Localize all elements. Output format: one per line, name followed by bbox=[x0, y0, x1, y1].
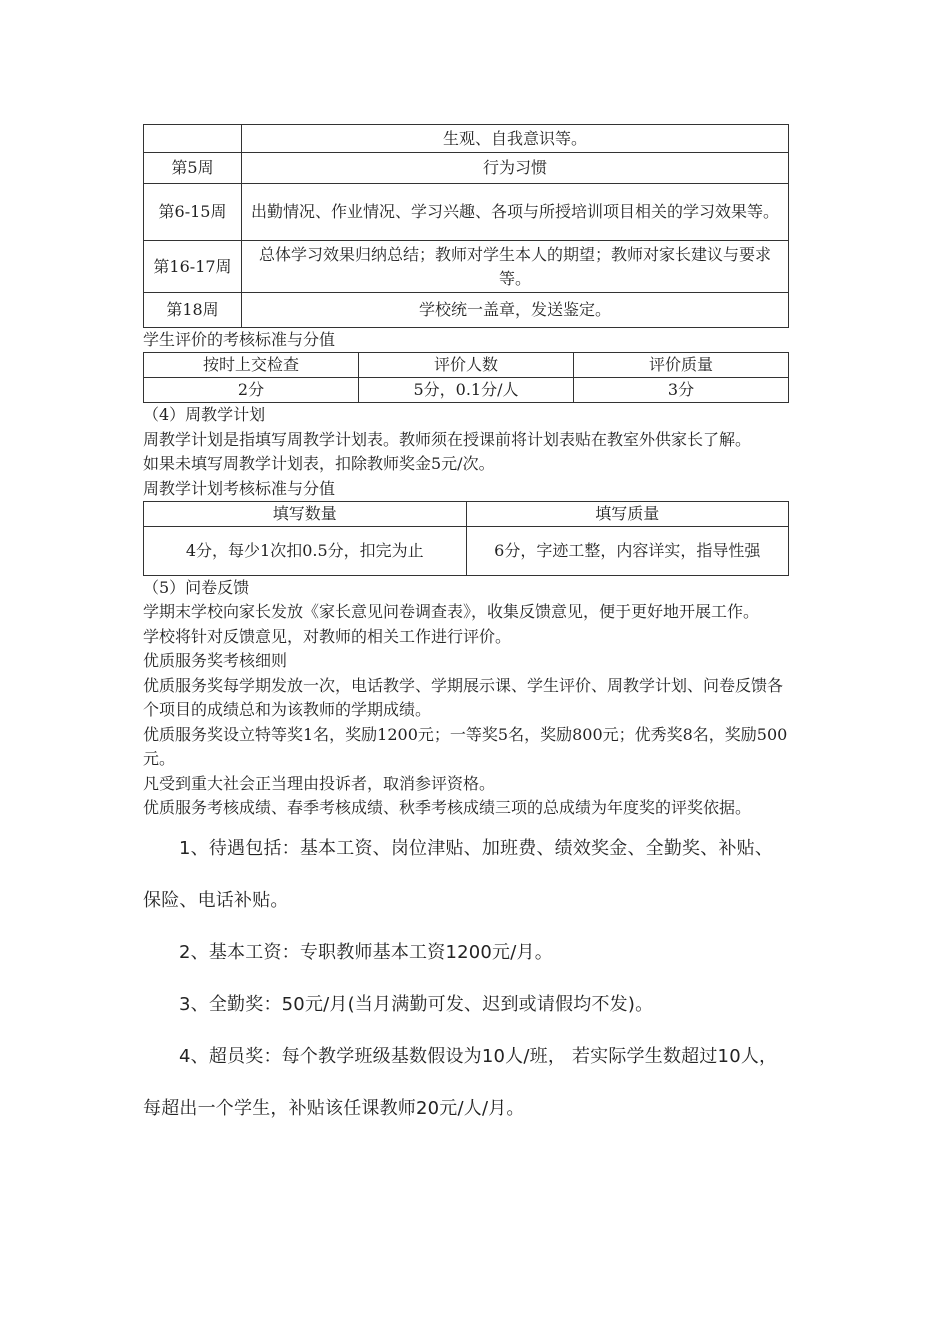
value-cell: 6分，字迹工整，内容详实，指导性强 bbox=[466, 526, 789, 575]
award-para3: 凡受到重大社会正当理由投诉者，取消参评资格。 bbox=[143, 773, 496, 793]
benefit-item-1: 1、待遇包括：基本工资、岗位津贴、加班费、绩效奖金、全勤奖、补贴、保险、电话补贴。 bbox=[143, 837, 774, 911]
table-row bbox=[144, 153, 789, 184]
table-row bbox=[144, 378, 789, 403]
section4-heading: （4）周教学计划 bbox=[143, 405, 266, 424]
section5-para1: 学期末学校向家长发放《家长意见问卷调查表》，收集反馈意见，便于更好地开展工作。 bbox=[143, 602, 760, 621]
table-row bbox=[144, 184, 789, 241]
schedule-table bbox=[143, 124, 789, 328]
table-header-row bbox=[144, 353, 789, 378]
value-cell: 3分 bbox=[574, 378, 789, 403]
value-cell: 2分 bbox=[144, 378, 359, 403]
student-eval-caption: 学生评价的考核标准与分值 bbox=[143, 330, 336, 349]
header-cell: 评价人数 bbox=[359, 353, 574, 378]
content-cell: 出勤情况、作业情况、学习兴趣、各项与所授培训项目相关的学习效果等。 bbox=[242, 184, 789, 241]
content-cell: 总体学习效果归纳总结；教师对学生本人的期望；教师对家长建议与要求等。 bbox=[242, 241, 789, 293]
table-header-row bbox=[144, 501, 789, 526]
week-cell: 第16-17周 bbox=[144, 241, 242, 293]
table-row bbox=[144, 526, 789, 575]
section5-heading: （5）问卷反馈 bbox=[143, 577, 250, 597]
value-cell: 4分，每少1次扣0.5分，扣完为止 bbox=[144, 526, 467, 575]
header-cell: 填写数量 bbox=[144, 501, 467, 526]
award-para4: 优质服务考核成绩、春季考核成绩、秋季考核成绩三项的总成绩为年度奖的评奖依据。 bbox=[143, 798, 752, 817]
week-cell: 第5周 bbox=[144, 153, 242, 184]
content-cell: 生观、自我意识等。 bbox=[242, 125, 789, 153]
week-cell: 第18周 bbox=[144, 293, 242, 328]
student-eval-table bbox=[143, 352, 789, 403]
table-row bbox=[144, 241, 789, 293]
benefit-item-3: 3、全勤奖：50元/月(当月满勤可发、迟到或请假均不发)。 bbox=[179, 993, 654, 1015]
award-heading: 优质服务奖考核细则 bbox=[143, 651, 288, 670]
document-page bbox=[143, 124, 789, 1135]
table-row bbox=[144, 293, 789, 328]
benefit-item-4: 4、超员奖：每个教学班级基数假设为10人/班， 若实际学生数超过10人，每超出一个学生，补贴该任课教师20元/人/月。 bbox=[143, 1045, 778, 1119]
week-cell bbox=[144, 125, 242, 153]
plan-table bbox=[143, 501, 789, 576]
benefit-item-2: 2、基本工资：专职教师基本工资1200元/月。 bbox=[179, 941, 553, 963]
section4-para1: 周教学计划是指填写周教学计划表。教师须在授课前将计划表贴在教室外供家长了解。 bbox=[143, 429, 752, 449]
award-para1: 优质服务奖每学期发放一次，电话教学、学期展示课、学生评价、周教学计划、问卷反馈各个项目的成绩总和为该教师的学期成绩。 bbox=[143, 675, 784, 719]
value-cell: 5分，0.1分/人 bbox=[359, 378, 574, 403]
header-cell: 评价质量 bbox=[574, 353, 789, 378]
table-row bbox=[144, 125, 789, 153]
content-cell: 行为习惯 bbox=[242, 153, 789, 184]
section5-para2: 学校将针对反馈意见，对教师的相关工作进行评价。 bbox=[143, 626, 512, 646]
award-para2: 优质服务奖设立特等奖1名，奖励1200元；一等奖5名，奖励800元；优秀奖8名，奖励500元。 bbox=[143, 724, 788, 768]
week-cell: 第6-15周 bbox=[144, 184, 242, 241]
plan-table-caption: 周教学计划考核标准与分值 bbox=[143, 478, 336, 498]
header-cell: 填写质量 bbox=[466, 501, 789, 526]
section4-para2: 如果未填写周教学计划表，扣除教师奖金5元/次。 bbox=[143, 454, 495, 473]
header-cell: 按时上交检查 bbox=[144, 353, 359, 378]
content-cell: 学校统一盖章，发送鉴定。 bbox=[242, 293, 789, 328]
